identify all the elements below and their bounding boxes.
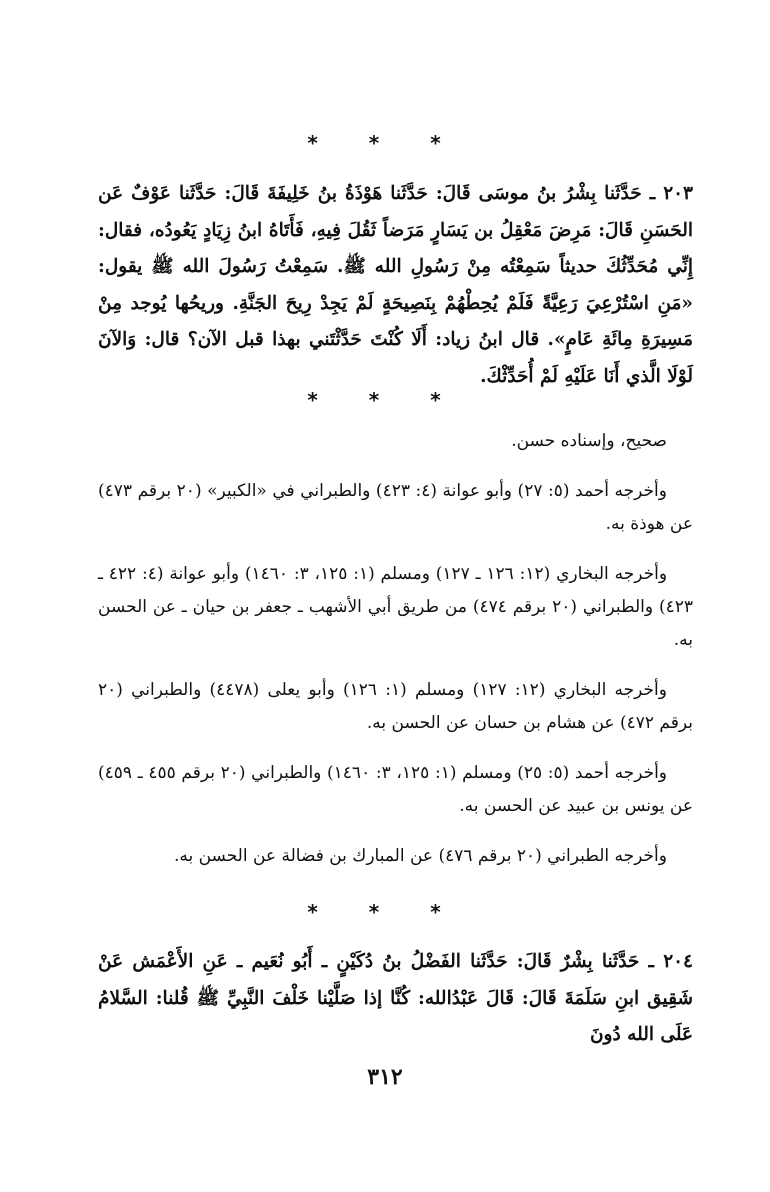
separator-stars: * * * xyxy=(307,131,463,155)
note-text: وأخرجه البخاري (١٢: ١٢٦ ـ ١٢٧) ومسلم (١: ١٢٥، ٣: ١٤٦٠) وأبو عوانة (٤: ٤٢٢ ـ ٤٢٣) والطبراني (٢٠ برقم ٤٧٤) من طريق أبي الأشهب ـ جعفر بن حيان ـ عن الحسن به. xyxy=(98,564,694,650)
hadith-203-text: ٢٠٣ ـ حَدَّثَنا بِشْرُ بنُ موسَى قَالَ: حَدَّثَنا هَوْذَةُ بنُ خَلِيفَةَ قَالَ: حَدَّثَنا عَوْفٌ عَن الحَسَنِ قَالَ: مَرِضَ مَعْقِلُ بن يَسَارٍ مَرَضاً ثَقُلَ فِيهِ، فَأَتَاهُ ابنُ زِيَادٍ يَعُودُه، فقال: إِنِّي مُحَدِّثُكَ حديثاً سَمِعْتُه مِنْ رَسُولِ الله ﷺ. سَمِعْتُ رَسُولَ الله ﷺ يقول: «مَنِ اسْتُرْعِيَ رَعِيَّةً فَلَمْ يُحِطْهُمْ بِنَصِيحَةٍ لَمْ يَجِدْ رِيحَ الجَنَّةِ. وريحُها يُوجد مِنْ مَسِيرَةِ مِائَةِ عَامٍ». قال ابنُ زياد: أَلَا كُنْتَ حَدَّثْتَني بهذا قبل الآن؟ قال: وَالآنَ لَوْلَا الَّذي أَنَا عَلَيْهِ لَمْ أُحَدِّثْكَ. xyxy=(98,183,693,387)
takhrij-notes xyxy=(98,425,693,873)
note-paragraph xyxy=(98,840,693,873)
hadith-204-text: ٢٠٤ ـ حَدَّثَنا بِشْرٌ قَالَ: حَدَّثَنا الفَضْلُ بنُ دُكَيْنٍ ـ أَبُو نُعَيم ـ عَنِ الأَعْمَش عَنْ شَقِيق ابنِ سَلَمَةَ قَالَ: قَالَ عَبْدُالله: كُنَّا إذا صَلَّيْنا خَلْفَ النَّبِيِّ ﷺ قُلنا: السَّلامُ عَلَى الله دُونَ xyxy=(98,951,693,1045)
separator-stars: * * * xyxy=(307,388,463,412)
note-paragraph xyxy=(98,475,693,541)
page-number: ٣١٢ xyxy=(367,1064,403,1090)
note-text: وأخرجه أحمد (٥: ٢٧) وأبو عوانة (٤: ٤٢٣) والطبراني في «الكبير» (٢٠ برقم ٤٧٣) عن هوذة به. xyxy=(98,481,693,534)
note-text: صحيح، وإسناده حسن. xyxy=(511,431,667,451)
note-paragraph xyxy=(98,425,693,458)
note-paragraph xyxy=(98,558,693,657)
note-paragraph xyxy=(98,674,693,740)
separator-stars: * * * xyxy=(307,900,463,924)
note-text: وأخرجه البخاري (١٢: ١٢٧) ومسلم (١: ١٢٦) وأبو يعلى (٤٤٧٨) والطبراني (٢٠ برقم ٤٧٢) عن هشام بن حسان عن الحسن به. xyxy=(98,680,693,733)
note-text: وأخرجه أحمد (٥: ٢٥) ومسلم (١: ١٢٥، ٣: ١٤٦٠) والطبراني (٢٠ برقم ٤٥٥ ـ ٤٥٩) عن يونس بن عبيد عن الحسن به. xyxy=(98,763,693,816)
note-paragraph xyxy=(98,757,693,823)
note-text: وأخرجه الطبراني (٢٠ برقم ٤٧٦) عن المبارك بن فضالة عن الحسن به. xyxy=(173,846,667,866)
